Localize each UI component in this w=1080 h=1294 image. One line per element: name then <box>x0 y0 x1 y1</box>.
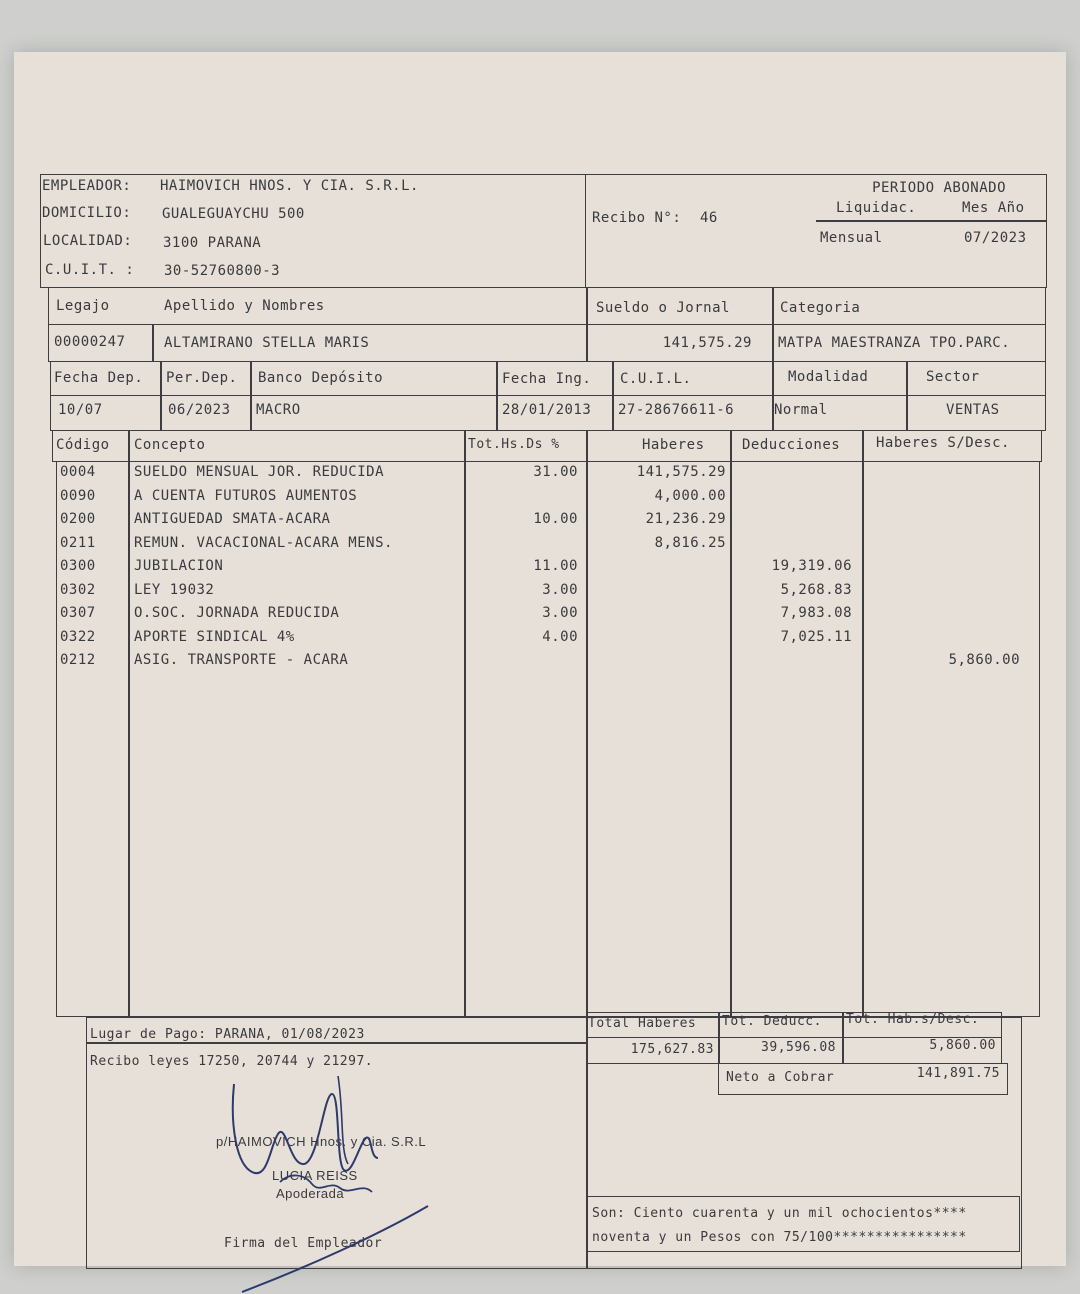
tot-deducc-value: 39,596.08 <box>761 1040 836 1055</box>
neto-value: 141,891.75 <box>916 1066 1000 1081</box>
item-codigo: 0212 <box>60 652 96 668</box>
item-sdesc <box>864 485 1020 508</box>
banco-value: MACRO <box>256 402 301 418</box>
nombre-label: Apellido y Nombres <box>164 298 325 314</box>
divider <box>160 361 162 431</box>
item-haberes <box>588 649 726 672</box>
item-haberes: 8,816.25 <box>654 534 726 551</box>
pay-receipt <box>40 174 1048 1269</box>
tot-hab-sdesc-label: Tot. Hab.s/Desc. <box>846 1012 980 1027</box>
localidad-label: LOCALIDAD: <box>43 233 133 249</box>
period-divider <box>816 220 1046 222</box>
item-deducciones <box>732 461 852 484</box>
firma-label: Firma del Empleador <box>224 1236 383 1251</box>
divider <box>464 430 466 1017</box>
total-haberes-label: Total Haberes <box>588 1016 697 1031</box>
item-codigo: 0300 <box>60 558 96 574</box>
codigo-header: Código <box>56 437 110 453</box>
liquidac-value: Mensual <box>820 230 883 246</box>
item-tot <box>470 532 578 555</box>
item-deducciones <box>732 649 852 672</box>
item-deducciones: 7,983.08 <box>780 605 852 621</box>
haberes-header: Haberes <box>642 437 705 453</box>
item-codigo: 0302 <box>60 581 96 598</box>
recibo-number: 46 <box>700 210 718 226</box>
neto-label: Neto a Cobrar <box>726 1070 835 1085</box>
item-tot <box>470 485 578 508</box>
empleador-value: HAIMOVICH HNOS. Y CIA. S.R.L. <box>160 178 419 194</box>
item-haberes <box>588 555 726 578</box>
item-tot: 3.00 <box>542 581 578 598</box>
item-haberes: 21,236.29 <box>645 511 726 527</box>
liquidac-label: Liquidac. <box>836 200 917 216</box>
tot-deducc-label: Tot. Deducc. <box>722 1014 822 1029</box>
company-stamp: p/HAIMOVICH Hnos. y Cia. S.R.L <box>216 1134 427 1149</box>
item-sdesc <box>864 579 1020 602</box>
item-sdesc <box>864 461 1020 484</box>
concepto-header: Concepto <box>134 437 206 453</box>
item-deducciones: 5,268.83 <box>780 581 852 598</box>
modalidad-value: Normal <box>774 402 828 418</box>
localidad-value: 3100 PARANA <box>163 235 262 251</box>
domicilio-value: GUALEGUAYCHU 500 <box>162 206 305 222</box>
item-tot: 31.00 <box>533 464 578 480</box>
divider <box>86 1042 586 1044</box>
item-deducciones: 7,025.11 <box>780 628 852 645</box>
handwritten-signature <box>220 1054 480 1294</box>
fecha-ing-label: Fecha Ing. <box>502 371 592 387</box>
item-sdesc <box>864 532 1020 555</box>
item-codigo: 0200 <box>60 511 96 527</box>
divider <box>612 361 614 431</box>
categoria-value: MATPA MAESTRANZA TPO.PARC. <box>778 335 1011 351</box>
item-sdesc <box>864 555 1020 578</box>
sueldo-value: 141,575.29 <box>662 335 752 351</box>
divider <box>772 361 774 431</box>
periodo-title: PERIODO ABONADO <box>872 180 1006 196</box>
cuil-label: C.U.I.L. <box>620 371 692 387</box>
paper-sheet <box>14 52 1066 1266</box>
item-concepto: APORTE SINDICAL 4% <box>134 628 295 645</box>
item-haberes <box>588 626 726 649</box>
stamp-name: LUCIA REISS <box>272 1168 358 1183</box>
empleador-label: EMPLEADOR: <box>42 178 132 194</box>
sueldo-label: Sueldo o Jornal <box>596 300 730 316</box>
item-deducciones: 19,319.06 <box>771 558 852 574</box>
tot-hab-sdesc-value: 5,860.00 <box>929 1038 996 1053</box>
son-line-1: Son: Ciento cuarenta y un mil ochocientos**** <box>592 1206 967 1221</box>
item-sdesc <box>864 508 1020 531</box>
item-concepto: O.SOC. JORNADA REDUCIDA <box>134 605 340 621</box>
item-concepto: REMUN. VACACIONAL-ACARA MENS. <box>134 534 393 551</box>
cuil-value: 27-28676611-6 <box>618 402 735 418</box>
divider <box>128 430 130 1017</box>
item-sdesc <box>864 602 1020 625</box>
item-haberes: 4,000.00 <box>654 487 726 504</box>
item-sdesc <box>864 626 1020 649</box>
item-codigo: 0004 <box>60 464 96 480</box>
item-haberes <box>588 579 726 602</box>
divider <box>906 361 908 431</box>
son-line-2: noventa y un Pesos con 75/100**************** <box>592 1230 967 1245</box>
item-sdesc: 5,860.00 <box>948 652 1020 668</box>
per-dep-label: Per.Dep. <box>166 370 238 386</box>
lugar-pago: Lugar de Pago: PARANA, 01/08/2023 <box>90 1027 365 1042</box>
deducciones-header: Deducciones <box>742 437 841 453</box>
item-concepto: ANTIGUEDAD SMATA-ACARA <box>134 511 331 527</box>
tot-header: Tot.Hs.Ds % <box>468 437 560 452</box>
recibo-label: Recibo N°: <box>592 210 682 226</box>
divider <box>496 361 498 431</box>
item-tot: 10.00 <box>533 511 578 527</box>
item-codigo: 0322 <box>60 628 96 645</box>
domicilio-label: DOMICILIO: <box>42 205 132 221</box>
divider <box>250 361 252 431</box>
legajo-value: 00000247 <box>54 334 126 350</box>
item-concepto: A CUENTA FUTUROS AUMENTOS <box>134 487 358 504</box>
item-tot: 3.00 <box>542 605 578 621</box>
modalidad-label: Modalidad <box>788 369 869 385</box>
legajo-label: Legajo <box>56 298 110 314</box>
item-tot: 11.00 <box>533 558 578 574</box>
item-concepto: SUELDO MENSUAL JOR. REDUCIDA <box>134 464 385 480</box>
fecha-ing-value: 28/01/2013 <box>502 402 592 418</box>
per-dep-value: 06/2023 <box>168 402 231 418</box>
sector-label: Sector <box>926 369 980 385</box>
stamp-role: Apoderada <box>276 1186 345 1201</box>
item-deducciones <box>732 485 852 508</box>
item-concepto: LEY 19032 <box>134 581 215 598</box>
categoria-label: Categoria <box>780 300 861 316</box>
banco-label: Banco Depósito <box>258 370 384 386</box>
mes-anio-value: 07/2023 <box>964 230 1027 246</box>
cuit-label: C.U.I.T. : <box>45 262 135 278</box>
fecha-dep-label: Fecha Dep. <box>54 370 144 386</box>
mes-anio-label: Mes Año <box>962 200 1025 216</box>
fecha-dep-value: 10/07 <box>58 402 103 418</box>
item-codigo: 0211 <box>60 534 96 551</box>
item-deducciones <box>732 532 852 555</box>
sector-value: VENTAS <box>946 402 1000 418</box>
item-codigo: 0090 <box>60 487 96 504</box>
item-deducciones <box>732 508 852 531</box>
item-tot: 4.00 <box>542 628 578 645</box>
sdesc-header: Haberes S/Desc. <box>876 435 1010 451</box>
item-codigo: 0307 <box>60 605 96 621</box>
item-haberes: 141,575.29 <box>636 464 726 480</box>
item-tot <box>470 649 578 672</box>
cuit-value: 30-52760800-3 <box>164 263 281 279</box>
nombre-value: ALTAMIRANO STELLA MARIS <box>164 335 370 351</box>
item-concepto: ASIG. TRANSPORTE - ACARA <box>134 652 349 668</box>
total-haberes-value: 175,627.83 <box>630 1042 714 1057</box>
item-concepto: JUBILACION <box>134 558 224 574</box>
item-haberes <box>588 602 726 625</box>
recibo-leyes: Recibo leyes 17250, 20744 y 21297. <box>90 1054 374 1069</box>
